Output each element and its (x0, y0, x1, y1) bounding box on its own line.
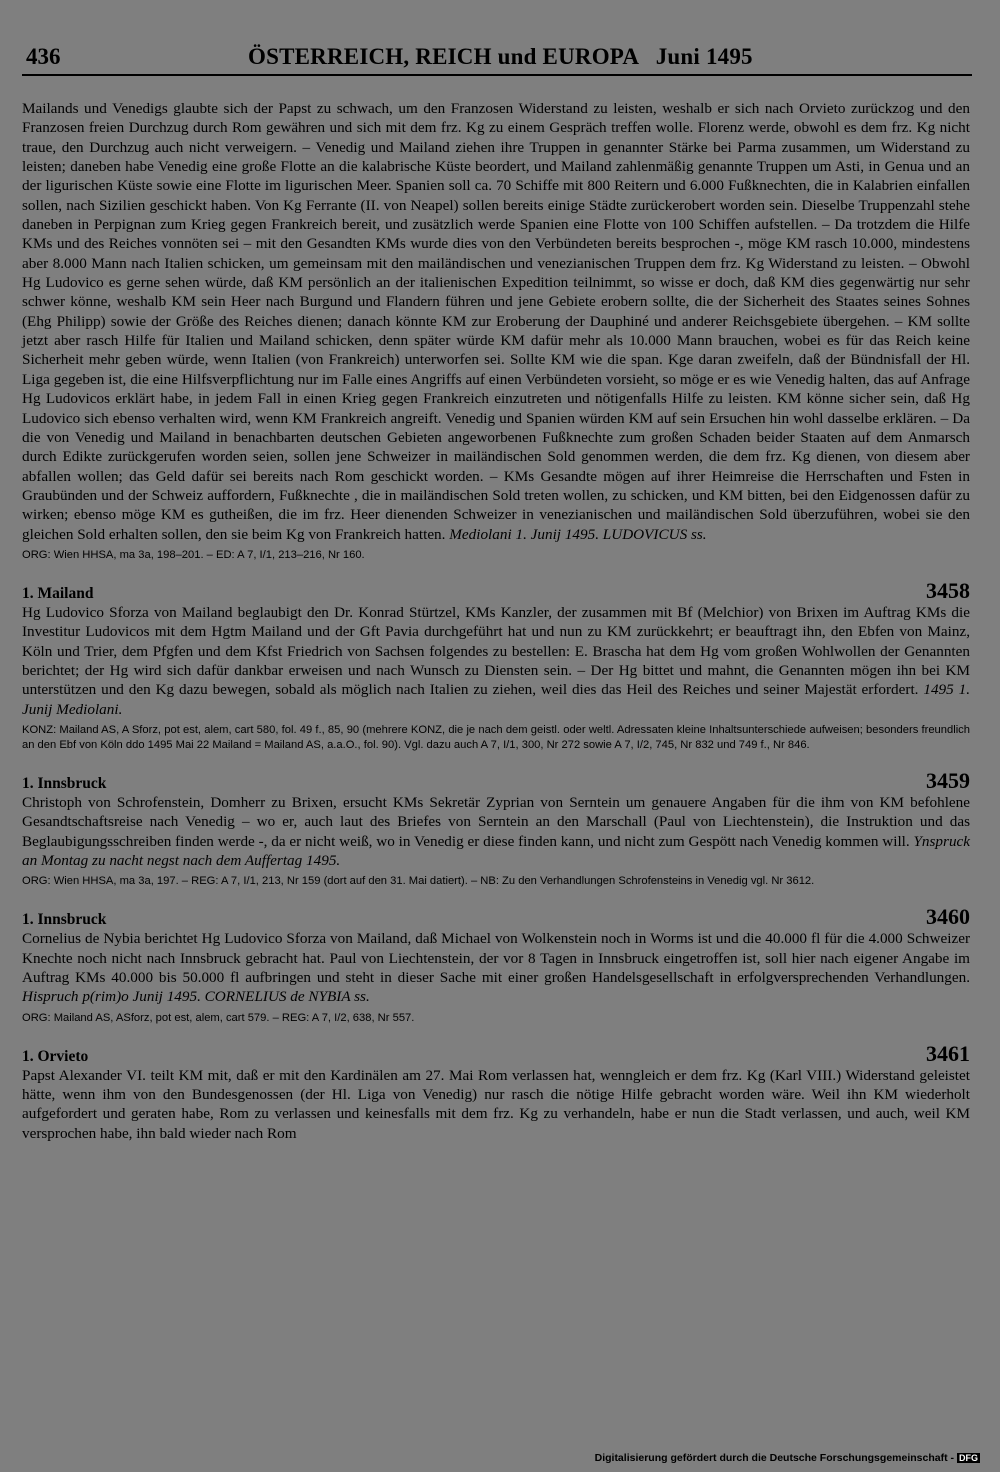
entry-text (22, 929, 970, 1006)
entry-3460 (22, 904, 970, 1025)
entry-body: Hg Ludovico Sforza von Mailand beglaubigt den Dr. Konrad Stürtzel, KMs Kanzler, der zusammen mit Bf (Melchior) von Brixen im Auftrag KMs die Investitur Ludovicos mit dem Hgtm Mailand und der Gft Pavia durchgeführt hat und nun zu KM zurückkehrt; er beauftragt ihn, den Ebfen von Mainz, Köln und Trier, dem Pfgfen und dem Kfst Friedrich von Sachsen folgendes zu bestellen: E. Brascha hat dem Hg vom großen Wohlwollen der Genannten berichtet; der Hg wird sich dafür dankbar erweisen und nach Wunsch zu Diensten sein. – Der Hg bittet und mahnt, die Genannten mögen ihn bei KM unterstützen und den Kg dazu bewegen, sobald als möglich nach Italien zu ziehen, weil dies das Heil des Reiches und seiner Majestät erfordert. (22, 603, 970, 699)
entry-header (22, 1040, 970, 1066)
entry-location: 1. Innsbruck (22, 911, 107, 929)
page-content (22, 99, 970, 1143)
entry-location: 1. Innsbruck (22, 774, 107, 792)
entry-text (22, 793, 970, 870)
entry-body: Papst Alexander VI. teilt KM mit, daß er mit den Kardinälen am 27. Mai Rom verlassen hat, wenngleich er dem frz. Kg (Karl VIII.) Widerstand geleistet hätte, wenn ihm von den Bundesgenossen (der Hl. Liga von Venedig) nur rasch die nötige Hilfe gebracht worden wäre. Weil ihn KM wiederholt aufgefordert und geraten habe, Rom zu verlassen und keinesfalls mit dem frz. Kg zu verhandeln, habe er nun die Stadt verlassen, und auch, weil KM versprochen habe, ihn bald wieder nach Rom (22, 1066, 970, 1142)
intro-text (22, 99, 970, 544)
intro-body: Mailands und Venedigs glaubte sich der Papst zu schwach, um den Franzosen Widerstand zu leisten, weshalb er sich nach Orvieto zurückzog und den Franzosen freien Durchzug durch Rom gewähren und sich mit dem frz. Kg zu einem Gespräch treffen wolle. Florenz werde, obwohl es dem frz. Kg nicht traue, den Durchzug auch nicht verweigern. – Venedig und Mailand ziehen ihre Truppen in genannter Stärke bei Parma zusammen, um Widerstand zu leisten; daneben habe Venedig eine große Flotte an die kalabrische Küste beordert, und Mailand zahlenmäßig genannte Truppen um Asti, in Genua und an der ligurischen Küste sowie eine Flotte im ligurischen Meer. Spanien soll ca. 70 Schiffe mit 800 Reitern und 6.000 Fußknechten, die in Kalabrien einfallen sollen, nach Sizilien geschickt haben. Von Kg Ferrante (II. von Neapel) sollen bereits einige Städte zurückerobert worden sein. Dieselbe Truppenzahl stehe daneben in Perpignan zum Krieg gegen Frankreich bereit, und zusätzlich werde Spanien eine Flotte von 100 Schiffen aufstellen. – Da trotzdem die Hilfe KMs und des Reiches vonnöten sei – mit den Gesandten KMs wurde dies von den Verbündeten bereits besprochen -, möge KM rasch 10.000, mindestens aber 8.000 Mann nach Italien schicken, um gemeinsam mit den mailändischen und venezianischen Truppen dem frz. Kg Widerstand zu leisten. – Obwohl Hg Ludovico es gerne sehen würde, daß KM persönlich an der italienischen Expedition teilnimmt, so wisse er doch, daß KM dies gegenwärtig nur sehr schwer könne, weshalb KM sein Heer nach Burgund und Flandern führen und jene Gebiete erobern sollte, die der Sicherheit des Staates seines Sohnes (Ehg Philipp) sowie der Größe des Reiches dienen; danach könnte KM zur Eroberung der Dauphiné und anderer Reichsgebiete übergehen. – KM sollte jetzt aber rasch Hilfe für Italien und Mailand schicken, denn später würde KM dafür mehr als 10.000 Mann brauchen, wobei es für das Reich keine Sicherheit mehr geben würde, wenn Italien (von Frankreich) unterworfen sei. Sollte KM wie die span. Kge daran zweifeln, daß der Bündnisfall der Hl. Liga gegeben ist, die eine Hilfsverpflichtung nur im Falle eines Angriffs auf einen Verbündeten vorsieht, so möge er es wie Venedig halten, das auf Anfrage Hg Ludovicos erklärt habe, in jedem Fall in einen Krieg gegen Frankreich einzutreten und nötigenfalls Hilfe zu leisten. KM könne sicher sein, daß Hg Ludovico sich ebenso verhalten wird, wenn KM Frankreich angreift. Venedig und Spanien würden KM auf sein Ersuchen hin wohl dasselbe erklären. – Da die von Venedig und Mailand in benachbarten deutschen Gebieten angeworbenen Fußknechte zum großen Schaden beider Staaten auf dem Anmarsch durch Edikte zurückgerufen worden seien, sollen jene Schweizer in mailändischen Sold genommen werden, die dem frz. Kg dienen, von diesem aber abfallen wollen; das Geld dafür sei bereits nach Rom geschickt worden. – KMs Gesandte mögen auf ihrer Heimreise die Herrschaften und Fsten in Graubünden und der Schweiz auffordern, Fußknechte , die in mailändischen Sold treten wollen, zu schicken, und KM bitten, bei den Eidgenossen dafür zu wirken; ebenso möge KM es gutheißen, die im frz. Heer dienenden Schweizer in venezianischen und mailändischen Sold überzuführen, wobei sie den gleichen Sold erhalten sollen, den sie beim Kg von Frankreich hatten. (22, 100, 970, 543)
entry-number: 3458 (926, 577, 970, 603)
entry-number: 3461 (926, 1040, 970, 1066)
entry-closing: Ynspruck an Montag zu nacht negst nach dem Auffertag 1495. (22, 832, 971, 869)
intro-note: ORG: Wien HHSA, ma 3a, 198–201. – ED: A 7, I/1, 213–216, Nr 160. (22, 548, 365, 561)
entry-note: KONZ: Mailand AS, A Sforz, pot est, alem, cart 580, fol. 49 f., 85, 90 (mehrere KONZ, die je nach dem geistl. oder weltl. Adressaten kleine Inhaltsunterschiede aufweisen; besonders freundlich an den Ebf von Köln ddo 1495 Mai 22 Mailand = Mailand AS, a.a.O., fol. 90). Vgl. dazu auch A 7, I/1, 300, Nr 272 sowie A 7, I/2, 745, Nr 832 und 749 f., Nr 846. (22, 723, 970, 751)
page-header (22, 44, 972, 78)
entry-number: 3459 (926, 767, 970, 793)
entry-3459 (22, 767, 971, 889)
entry-location: 1. Mailand (22, 584, 94, 602)
entry-location: 1. Orvieto (22, 1047, 89, 1065)
entry-header (22, 767, 970, 793)
entry-note: ORG: Wien HHSA, ma 3a, 197. – REG: A 7, I/1, 213, Nr 159 (dort auf den 31. Mai datiert). – NB: Zu den Verhandlungen Schrofensteins in Venedig vgl. Nr 3612. (22, 875, 815, 888)
entry-3458 (22, 577, 971, 753)
dfg-logo: DFG (959, 1453, 978, 1463)
entry-body: Christoph von Schrofenstein, Domherr zu Brixen, ersucht KMs Sekretär Zyprian von Serntein um genauere Angaben für die ihm von KM befohlene Gesandtschaftsreise nach Venedig – wo er, auch laut des Briefes von Serntein an den Marschall (Paul von Liechtenstein), die Instruktion und das Beglaubigungsschreiben finden werde -, da er nicht weiß, wo in Venedig er diese finden kann, und nicht zum Gespött nach Venedig kommen will. (22, 793, 970, 850)
digitization-footer (595, 1452, 980, 1464)
page-number: 436 (26, 44, 61, 69)
entry-note: ORG: Mailand AS, ASforz, pot est, alem, cart 579. – REG: A 7, I/2, 638, Nr 557. (22, 1011, 415, 1024)
entry-3461 (22, 1040, 970, 1143)
intro-block (22, 99, 970, 563)
entry-number: 3460 (926, 904, 970, 930)
entry-header (22, 904, 970, 930)
entry-text (22, 1066, 970, 1143)
page-title: ÖSTERREICH, REICH und EUROPA Juni 1495 (248, 44, 753, 69)
entry-text (22, 603, 970, 719)
entry-header (22, 577, 970, 603)
footer-text: Digitalisierung gefördert durch die Deutsche Forschungsgemeinschaft - (594, 1452, 954, 1464)
entry-closing: Hispruch p(rim)o Junij 1495. CORNELIUS de NYBIA ss. (22, 988, 370, 1006)
entry-body: Cornelius de Nybia berichtet Hg Ludovico Sforza von Mailand, daß Michael von Wolkenstein noch in Worms ist und die 40.000 fl für die 4.000 Schweizer Knechte noch nicht nach Innsbruck gebracht hat. Paul von Liechtenstein, der vor 8 Tagen in Innsbruck eingetroffen ist, soll hier nach eigener Angabe im Auftrag KMs 40.000 bis 50.000 fl aufbringen und steht in dieser Sache mit einer großen Handelsgesellschaft in erfolgversprechenden Verhandlungen. (22, 930, 970, 987)
intro-closing: Mediolani 1. Junij 1495. LUDOVICUS ss. (449, 525, 707, 543)
entry-closing: 1495 1. Junij Mediolani. (22, 681, 971, 718)
header-rule (22, 74, 972, 76)
